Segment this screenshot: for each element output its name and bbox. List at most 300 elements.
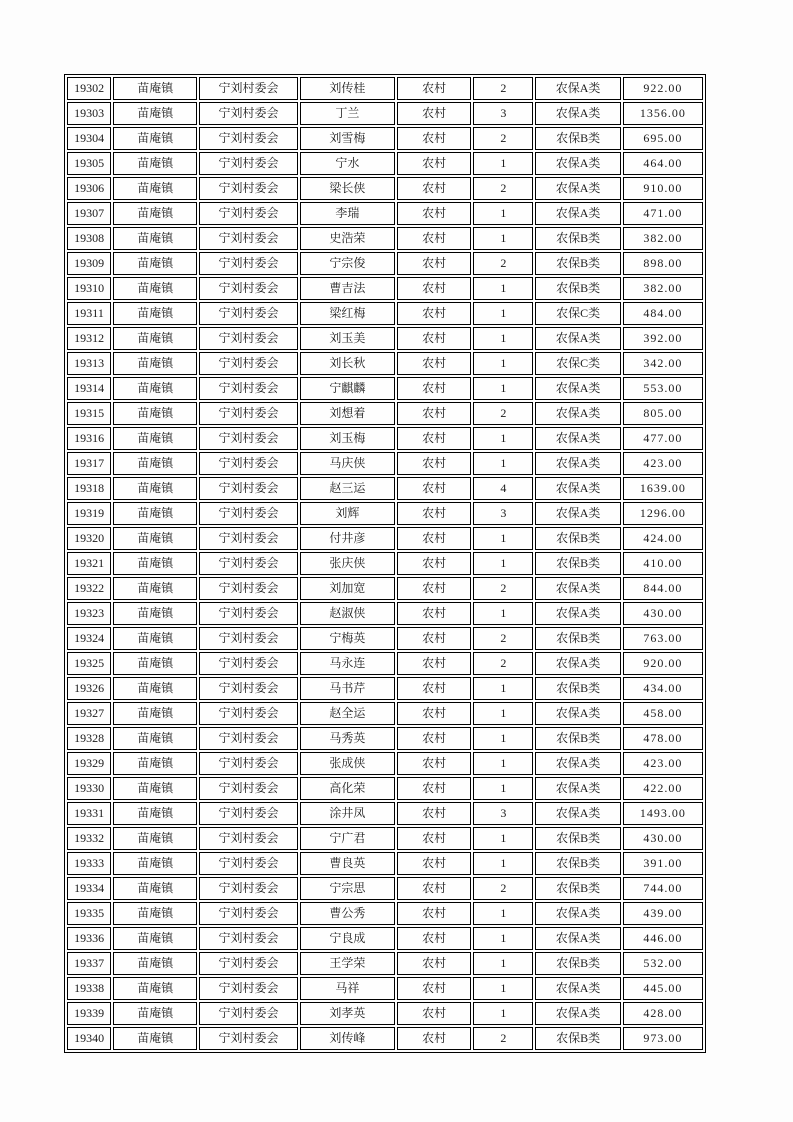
cell-town: 苗庵镇 — [113, 1002, 197, 1025]
cell-residence-type: 农村 — [397, 402, 471, 425]
cell-town: 苗庵镇 — [113, 977, 197, 1000]
cell-town: 苗庵镇 — [113, 1027, 197, 1050]
cell-name: 马永连 — [300, 652, 395, 675]
cell-village: 宁刘村委会 — [199, 352, 297, 375]
table-row — [67, 952, 703, 975]
cell-village: 宁刘村委会 — [199, 477, 297, 500]
cell-amount: 446.00 — [623, 927, 703, 950]
cell-person-count: 1 — [473, 452, 533, 475]
cell-person-count: 2 — [473, 77, 533, 100]
cell-person-count: 1 — [473, 902, 533, 925]
cell-village: 宁刘村委会 — [199, 577, 297, 600]
cell-insurance-category: 农保A类 — [535, 1002, 620, 1025]
cell-name: 刘加宽 — [300, 577, 395, 600]
cell-residence-type: 农村 — [397, 652, 471, 675]
cell-id: 19304 — [67, 127, 111, 150]
cell-village: 宁刘村委会 — [199, 752, 297, 775]
cell-amount: 464.00 — [623, 152, 703, 175]
table-row — [67, 777, 703, 800]
cell-village: 宁刘村委会 — [199, 377, 297, 400]
cell-amount: 424.00 — [623, 527, 703, 550]
cell-town: 苗庵镇 — [113, 127, 197, 150]
table-row — [67, 802, 703, 825]
cell-insurance-category: 农保B类 — [535, 827, 620, 850]
cell-amount: 392.00 — [623, 327, 703, 350]
cell-town: 苗庵镇 — [113, 852, 197, 875]
cell-town: 苗庵镇 — [113, 527, 197, 550]
cell-residence-type: 农村 — [397, 1002, 471, 1025]
cell-id: 19308 — [67, 227, 111, 250]
cell-residence-type: 农村 — [397, 477, 471, 500]
cell-residence-type: 农村 — [397, 752, 471, 775]
cell-person-count: 3 — [473, 102, 533, 125]
table-row — [67, 277, 703, 300]
cell-person-count: 1 — [473, 152, 533, 175]
cell-insurance-category: 农保B类 — [535, 852, 620, 875]
cell-name: 高化荣 — [300, 777, 395, 800]
cell-residence-type: 农村 — [397, 727, 471, 750]
cell-id: 19338 — [67, 977, 111, 1000]
insurance-payout-table — [64, 74, 706, 1053]
table-row — [67, 402, 703, 425]
table-row — [67, 852, 703, 875]
cell-residence-type: 农村 — [397, 152, 471, 175]
cell-name: 涂井凤 — [300, 802, 395, 825]
cell-town: 苗庵镇 — [113, 602, 197, 625]
cell-id: 19320 — [67, 527, 111, 550]
cell-village: 宁刘村委会 — [199, 252, 297, 275]
cell-person-count: 1 — [473, 377, 533, 400]
cell-residence-type: 农村 — [397, 952, 471, 975]
table-row — [67, 577, 703, 600]
cell-amount: 439.00 — [623, 902, 703, 925]
cell-name: 马祥 — [300, 977, 395, 1000]
cell-insurance-category: 农保A类 — [535, 777, 620, 800]
cell-person-count: 2 — [473, 127, 533, 150]
cell-insurance-category: 农保A类 — [535, 652, 620, 675]
cell-amount: 763.00 — [623, 627, 703, 650]
cell-town: 苗庵镇 — [113, 827, 197, 850]
cell-residence-type: 农村 — [397, 627, 471, 650]
cell-name: 赵淑侠 — [300, 602, 395, 625]
table-row — [67, 527, 703, 550]
cell-insurance-category: 农保A类 — [535, 902, 620, 925]
cell-residence-type: 农村 — [397, 302, 471, 325]
cell-id: 19340 — [67, 1027, 111, 1050]
cell-person-count: 2 — [473, 1027, 533, 1050]
cell-residence-type: 农村 — [397, 277, 471, 300]
cell-village: 宁刘村委会 — [199, 627, 297, 650]
cell-residence-type: 农村 — [397, 252, 471, 275]
cell-amount: 920.00 — [623, 652, 703, 675]
cell-residence-type: 农村 — [397, 677, 471, 700]
cell-insurance-category: 农保A类 — [535, 77, 620, 100]
cell-amount: 1639.00 — [623, 477, 703, 500]
cell-id: 19319 — [67, 502, 111, 525]
cell-residence-type: 农村 — [397, 702, 471, 725]
cell-id: 19328 — [67, 727, 111, 750]
table-row — [67, 427, 703, 450]
table-row — [67, 177, 703, 200]
cell-village: 宁刘村委会 — [199, 877, 297, 900]
cell-name: 史浩荣 — [300, 227, 395, 250]
cell-town: 苗庵镇 — [113, 377, 197, 400]
cell-amount: 844.00 — [623, 577, 703, 600]
cell-insurance-category: 农保A类 — [535, 377, 620, 400]
cell-id: 19323 — [67, 602, 111, 625]
cell-person-count: 2 — [473, 627, 533, 650]
cell-id: 19335 — [67, 902, 111, 925]
cell-insurance-category: 农保A类 — [535, 177, 620, 200]
cell-person-count: 1 — [473, 777, 533, 800]
table-row — [67, 827, 703, 850]
cell-person-count: 1 — [473, 677, 533, 700]
cell-town: 苗庵镇 — [113, 477, 197, 500]
cell-id: 19314 — [67, 377, 111, 400]
cell-village: 宁刘村委会 — [199, 727, 297, 750]
table-row — [67, 127, 703, 150]
table-row — [67, 902, 703, 925]
cell-amount: 410.00 — [623, 552, 703, 575]
cell-id: 19315 — [67, 402, 111, 425]
cell-town: 苗庵镇 — [113, 877, 197, 900]
cell-amount: 805.00 — [623, 402, 703, 425]
table-row — [67, 652, 703, 675]
cell-insurance-category: 农保B类 — [535, 277, 620, 300]
cell-town: 苗庵镇 — [113, 302, 197, 325]
cell-town: 苗庵镇 — [113, 727, 197, 750]
cell-id: 19321 — [67, 552, 111, 575]
cell-person-count: 1 — [473, 702, 533, 725]
table-row — [67, 877, 703, 900]
cell-amount: 553.00 — [623, 377, 703, 400]
cell-residence-type: 农村 — [397, 127, 471, 150]
cell-residence-type: 农村 — [397, 602, 471, 625]
cell-residence-type: 农村 — [397, 852, 471, 875]
cell-village: 宁刘村委会 — [199, 177, 297, 200]
cell-id: 19329 — [67, 752, 111, 775]
cell-village: 宁刘村委会 — [199, 702, 297, 725]
cell-name: 刘玉梅 — [300, 427, 395, 450]
cell-town: 苗庵镇 — [113, 802, 197, 825]
cell-village: 宁刘村委会 — [199, 1002, 297, 1025]
cell-insurance-category: 农保A类 — [535, 752, 620, 775]
cell-amount: 1356.00 — [623, 102, 703, 125]
cell-amount: 922.00 — [623, 77, 703, 100]
cell-village: 宁刘村委会 — [199, 552, 297, 575]
cell-village: 宁刘村委会 — [199, 402, 297, 425]
cell-person-count: 2 — [473, 402, 533, 425]
cell-village: 宁刘村委会 — [199, 102, 297, 125]
cell-name: 刘雪梅 — [300, 127, 395, 150]
cell-village: 宁刘村委会 — [199, 127, 297, 150]
cell-name: 马庆侠 — [300, 452, 395, 475]
table-row — [67, 202, 703, 225]
cell-residence-type: 农村 — [397, 802, 471, 825]
cell-residence-type: 农村 — [397, 102, 471, 125]
cell-village: 宁刘村委会 — [199, 527, 297, 550]
cell-amount: 471.00 — [623, 202, 703, 225]
cell-insurance-category: 农保C类 — [535, 302, 620, 325]
cell-amount: 973.00 — [623, 1027, 703, 1050]
cell-amount: 434.00 — [623, 677, 703, 700]
cell-town: 苗庵镇 — [113, 202, 197, 225]
cell-person-count: 2 — [473, 252, 533, 275]
cell-name: 刘传桂 — [300, 77, 395, 100]
cell-amount: 423.00 — [623, 452, 703, 475]
cell-name: 刘传峰 — [300, 1027, 395, 1050]
cell-insurance-category: 农保A类 — [535, 427, 620, 450]
cell-residence-type: 农村 — [397, 902, 471, 925]
cell-amount: 744.00 — [623, 877, 703, 900]
cell-residence-type: 农村 — [397, 77, 471, 100]
cell-id: 19306 — [67, 177, 111, 200]
table-row — [67, 152, 703, 175]
cell-name: 马秀英 — [300, 727, 395, 750]
cell-amount: 478.00 — [623, 727, 703, 750]
cell-name: 刘玉美 — [300, 327, 395, 350]
cell-town: 苗庵镇 — [113, 277, 197, 300]
cell-residence-type: 农村 — [397, 377, 471, 400]
cell-id: 19303 — [67, 102, 111, 125]
cell-town: 苗庵镇 — [113, 102, 197, 125]
cell-town: 苗庵镇 — [113, 652, 197, 675]
cell-amount: 458.00 — [623, 702, 703, 725]
cell-person-count: 1 — [473, 952, 533, 975]
cell-id: 19316 — [67, 427, 111, 450]
cell-village: 宁刘村委会 — [199, 602, 297, 625]
cell-id: 19311 — [67, 302, 111, 325]
cell-village: 宁刘村委会 — [199, 502, 297, 525]
cell-insurance-category: 农保B类 — [535, 552, 620, 575]
cell-residence-type: 农村 — [397, 327, 471, 350]
cell-person-count: 1 — [473, 977, 533, 1000]
cell-residence-type: 农村 — [397, 777, 471, 800]
cell-name: 张庆侠 — [300, 552, 395, 575]
cell-town: 苗庵镇 — [113, 777, 197, 800]
cell-insurance-category: 农保A类 — [535, 477, 620, 500]
table-row — [67, 1027, 703, 1050]
cell-person-count: 1 — [473, 277, 533, 300]
cell-name: 王学荣 — [300, 952, 395, 975]
cell-id: 19339 — [67, 1002, 111, 1025]
cell-amount: 422.00 — [623, 777, 703, 800]
cell-name: 赵三运 — [300, 477, 395, 500]
cell-residence-type: 农村 — [397, 552, 471, 575]
table-row — [67, 677, 703, 700]
cell-town: 苗庵镇 — [113, 627, 197, 650]
cell-person-count: 1 — [473, 552, 533, 575]
table-row — [67, 327, 703, 350]
cell-amount: 423.00 — [623, 752, 703, 775]
cell-insurance-category: 农保B类 — [535, 227, 620, 250]
table-row — [67, 502, 703, 525]
cell-village: 宁刘村委会 — [199, 852, 297, 875]
cell-residence-type: 农村 — [397, 877, 471, 900]
cell-name: 曹吉法 — [300, 277, 395, 300]
table-row — [67, 752, 703, 775]
cell-amount: 391.00 — [623, 852, 703, 875]
cell-id: 19302 — [67, 77, 111, 100]
cell-town: 苗庵镇 — [113, 577, 197, 600]
cell-amount: 910.00 — [623, 177, 703, 200]
cell-amount: 342.00 — [623, 352, 703, 375]
cell-residence-type: 农村 — [397, 977, 471, 1000]
cell-insurance-category: 农保A类 — [535, 452, 620, 475]
cell-id: 19313 — [67, 352, 111, 375]
table-row — [67, 977, 703, 1000]
cell-insurance-category: 农保A类 — [535, 502, 620, 525]
cell-amount: 445.00 — [623, 977, 703, 1000]
cell-amount: 1296.00 — [623, 502, 703, 525]
cell-person-count: 2 — [473, 652, 533, 675]
cell-name: 丁兰 — [300, 102, 395, 125]
cell-village: 宁刘村委会 — [199, 227, 297, 250]
cell-person-count: 1 — [473, 852, 533, 875]
table-row — [67, 927, 703, 950]
cell-name: 宁宗思 — [300, 877, 395, 900]
cell-town: 苗庵镇 — [113, 752, 197, 775]
cell-person-count: 1 — [473, 202, 533, 225]
cell-name: 梁长侠 — [300, 177, 395, 200]
cell-insurance-category: 农保A类 — [535, 577, 620, 600]
cell-town: 苗庵镇 — [113, 152, 197, 175]
cell-id: 19317 — [67, 452, 111, 475]
table-body — [67, 77, 703, 1050]
cell-village: 宁刘村委会 — [199, 977, 297, 1000]
cell-village: 宁刘村委会 — [199, 327, 297, 350]
cell-name: 刘孝英 — [300, 1002, 395, 1025]
table-row — [67, 477, 703, 500]
cell-residence-type: 农村 — [397, 527, 471, 550]
cell-amount: 477.00 — [623, 427, 703, 450]
cell-id: 19324 — [67, 627, 111, 650]
cell-person-count: 1 — [473, 727, 533, 750]
cell-town: 苗庵镇 — [113, 452, 197, 475]
cell-id: 19327 — [67, 702, 111, 725]
cell-name: 宁良成 — [300, 927, 395, 950]
cell-town: 苗庵镇 — [113, 927, 197, 950]
cell-id: 19332 — [67, 827, 111, 850]
table-row — [67, 727, 703, 750]
cell-amount: 1493.00 — [623, 802, 703, 825]
cell-town: 苗庵镇 — [113, 427, 197, 450]
cell-residence-type: 农村 — [397, 827, 471, 850]
cell-id: 19330 — [67, 777, 111, 800]
cell-name: 马书芹 — [300, 677, 395, 700]
cell-insurance-category: 农保C类 — [535, 352, 620, 375]
cell-person-count: 4 — [473, 477, 533, 500]
cell-town: 苗庵镇 — [113, 552, 197, 575]
cell-insurance-category: 农保B类 — [535, 627, 620, 650]
cell-amount: 382.00 — [623, 227, 703, 250]
cell-town: 苗庵镇 — [113, 677, 197, 700]
cell-insurance-category: 农保A类 — [535, 602, 620, 625]
cell-person-count: 1 — [473, 327, 533, 350]
cell-insurance-category: 农保B类 — [535, 952, 620, 975]
cell-id: 19312 — [67, 327, 111, 350]
cell-id: 19333 — [67, 852, 111, 875]
cell-amount: 430.00 — [623, 602, 703, 625]
cell-name: 刘辉 — [300, 502, 395, 525]
cell-village: 宁刘村委会 — [199, 677, 297, 700]
cell-amount: 695.00 — [623, 127, 703, 150]
cell-insurance-category: 农保A类 — [535, 327, 620, 350]
cell-person-count: 1 — [473, 602, 533, 625]
cell-amount: 532.00 — [623, 952, 703, 975]
cell-village: 宁刘村委会 — [199, 802, 297, 825]
cell-residence-type: 农村 — [397, 227, 471, 250]
cell-id: 19318 — [67, 477, 111, 500]
cell-town: 苗庵镇 — [113, 352, 197, 375]
cell-residence-type: 农村 — [397, 352, 471, 375]
cell-person-count: 1 — [473, 302, 533, 325]
table-row — [67, 627, 703, 650]
table-row — [67, 77, 703, 100]
cell-name: 李瑞 — [300, 202, 395, 225]
cell-town: 苗庵镇 — [113, 502, 197, 525]
cell-residence-type: 农村 — [397, 1027, 471, 1050]
cell-insurance-category: 农保A类 — [535, 977, 620, 1000]
cell-insurance-category: 农保B类 — [535, 677, 620, 700]
cell-town: 苗庵镇 — [113, 402, 197, 425]
cell-id: 19334 — [67, 877, 111, 900]
cell-name: 刘长秋 — [300, 352, 395, 375]
cell-id: 19325 — [67, 652, 111, 675]
cell-amount: 382.00 — [623, 277, 703, 300]
cell-id: 19336 — [67, 927, 111, 950]
cell-residence-type: 农村 — [397, 177, 471, 200]
cell-town: 苗庵镇 — [113, 177, 197, 200]
cell-id: 19307 — [67, 202, 111, 225]
cell-insurance-category: 农保B类 — [535, 877, 620, 900]
cell-person-count: 1 — [473, 227, 533, 250]
cell-person-count: 2 — [473, 877, 533, 900]
cell-insurance-category: 农保B类 — [535, 1027, 620, 1050]
cell-person-count: 1 — [473, 427, 533, 450]
cell-insurance-category: 农保A类 — [535, 802, 620, 825]
cell-person-count: 2 — [473, 577, 533, 600]
cell-name: 张成侠 — [300, 752, 395, 775]
cell-village: 宁刘村委会 — [199, 1027, 297, 1050]
cell-insurance-category: 农保B类 — [535, 527, 620, 550]
cell-person-count: 1 — [473, 352, 533, 375]
table-row — [67, 252, 703, 275]
cell-person-count: 1 — [473, 827, 533, 850]
cell-village: 宁刘村委会 — [199, 427, 297, 450]
cell-name: 宁麒麟 — [300, 377, 395, 400]
cell-name: 刘想着 — [300, 402, 395, 425]
cell-id: 19310 — [67, 277, 111, 300]
cell-village: 宁刘村委会 — [199, 77, 297, 100]
cell-person-count: 3 — [473, 502, 533, 525]
cell-id: 19309 — [67, 252, 111, 275]
cell-insurance-category: 农保A类 — [535, 202, 620, 225]
cell-name: 曹良英 — [300, 852, 395, 875]
cell-person-count: 3 — [473, 802, 533, 825]
table-row — [67, 227, 703, 250]
cell-amount: 898.00 — [623, 252, 703, 275]
cell-name: 赵全运 — [300, 702, 395, 725]
table-row — [67, 377, 703, 400]
cell-village: 宁刘村委会 — [199, 902, 297, 925]
cell-insurance-category: 农保A类 — [535, 702, 620, 725]
table-row — [67, 302, 703, 325]
cell-residence-type: 农村 — [397, 502, 471, 525]
cell-residence-type: 农村 — [397, 927, 471, 950]
table-row — [67, 352, 703, 375]
cell-village: 宁刘村委会 — [199, 652, 297, 675]
